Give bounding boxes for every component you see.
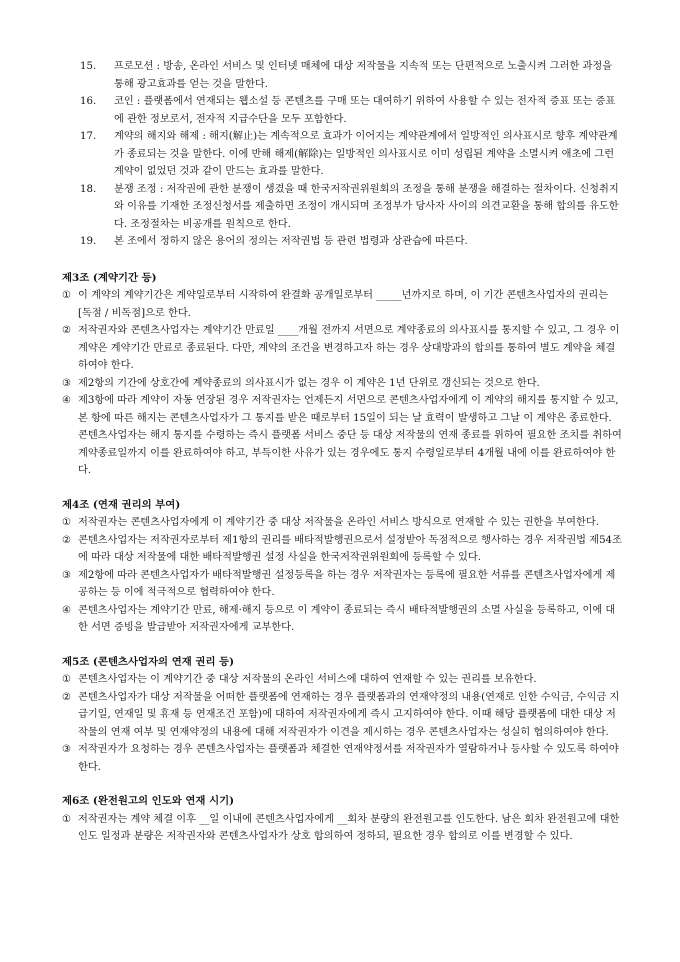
definition-item: 15. 프로모션 : 방송, 온라인 서비스 및 인터넷 매체에 대상 저작물을 지속적 또는 단편적으로 노출시켜 그러한 과정을 통해 광고효과를 얻는 것을 말한다.: [80, 61, 613, 90]
article-clause: ④ 제3항에 따라 계약이 자동 연장된 경우 저작권자는 언제든지 서면으로 콘텐츠사업자에게 이 계약의 해지를 통지할 수 있고, 본 항에 따른 해지는 콘텐츠사업자가 그 통지를 받은 때로부터 15일이 되는 날 효력이 발생하고 그날 이 계약은 종료한다. 콘텐츠사업자는 해지 통지를 수령하는 즉시 플랫폼 서비스 중단 등 대상 저작물의 연재 종료를 위하여 필요한 조치를 취하여 계약종료일까지 이를 완료하여야 하고, 부득이한 사유가 있는 경우에도 통지 수령일로부터 4개월 내에 이를 완료하여야 한다.: [62, 395, 622, 476]
article-heading: 제3조 (계약기간 등): [62, 271, 157, 284]
article-clause: ① 이 계약의 계약기간은 계약일로부터 시작하여 완결화 공개일로부터 _____년까지로 하며, 이 기간 콘텐츠사업자의 권리는 [독점 / 비독점]으로 한다.: [62, 290, 609, 319]
article-6: [62, 793, 622, 846]
article-5: [62, 654, 622, 777]
article-heading: 제6조 (완전원고의 인도와 연재 시기): [62, 795, 235, 807]
contract-page: [62, 58, 622, 846]
article-clause: ③ 저작권자가 요청하는 경우 콘텐츠사업자는 플랫폼과 체결한 연재약정서를 저작권자가 열람하거나 등사할 수 있도록 하여야 한다.: [62, 744, 619, 773]
definition-item: 19. 본 조에서 정하지 않은 용어의 정의는 저작권법 등 관련 법령과 상관습에 따른다.: [80, 236, 468, 247]
article-clause: ③ 제2항에 따라 콘텐츠사업자가 배타적발행권 설정등록을 하는 경우 저작권자는 등록에 필요한 서류를 콘텐츠사업자에게 제공하는 등 이에 적극적으로 협력하여야 한다.: [62, 569, 616, 598]
article-clause: ① 저작권자는 콘텐츠사업자에게 이 계약기간 중 대상 저작물을 온라인 서비스 방식으로 연재할 수 있는 권한을 부여한다.: [62, 517, 599, 528]
article-clause: ② 콘텐츠사업자는 저작권자로부터 제1항의 권리를 배타적발행권으로서 설정받아 독점적으로 행사하는 경우 저작권법 제54조에 따라 대상 저작물에 대한 배타적발행권 설정 사실을 한국저작권위원회에 등록할 수 있다.: [62, 534, 622, 563]
article-heading: 제5조 (콘텐츠사업자의 연재 권리 등): [62, 655, 235, 668]
article-clause: ④ 콘텐츠사업자는 계약기간 만료, 해제·해지 등으로 이 계약이 종료되는 즉시 배타적발행권의 소멸 사실을 등록하고, 이에 대한 서면 증빙을 발급받아 저작권자에게 교부한다.: [62, 604, 616, 633]
article-clause: ① 저작권자는 계약 체결 이후 __일 이내에 콘텐츠사업자에게 __회차 분량의 완전원고를 인도한다. 남은 회차 완전원고에 대한 인도 일정과 분량은 저작권자와 콘텐츠사업자가 상호 합의하여 정하되, 필요한 경우 합의로 이를 변경할 수 있다.: [62, 813, 620, 842]
article-4: [62, 497, 622, 637]
article-clause: ③ 제2항의 기간에 상호간에 계약종료의 의사표시가 없는 경우 이 계약은 1년 단위로 갱신되는 것으로 한다.: [62, 377, 540, 389]
article-clause: ② 저작권자와 콘텐츠사업자는 계약기간 만료일 ____개월 전까지 서면으로 계약종료의 의사표시를 통지할 수 있고, 그 경우 이 계약은 계약기간 만료로 종료된다. 다만, 계약의 조건을 변경하고자 하는 경우 상대방과의 합의를 통하여 별도 계약을 체결하여야 한다.: [62, 325, 620, 371]
article-clause: ② 콘텐츠사업자가 대상 저작물을 어떠한 플랫폼에 연재하는 경우 플랫폼과의 연재약정의 내용(연재로 인한 수익금, 수익금 지급기일, 연재일 및 휴재 등 연재조건 포함)에 대하여 저작권자에게 즉시 고지하여야 한다. 이때 해당 플랫폼에 대한 대상 저작물의 연재 여부 및 연재약정의 내용에 대해 저작권자가 이견을 제시하는 경우 콘텐츠사업자는 성실히 협의하여야 한다.: [62, 691, 620, 738]
definitions-list: [62, 58, 622, 251]
article-3: [62, 270, 622, 480]
definition-item: 17. 계약의 해지와 해제 : 해지(解止)는 계속적으로 효과가 이어지는 계약관계에서 일방적인 의사표시로 향후 계약관계가 종료되는 것을 말한다. 이에 반해 해제(解除)는 일방적인 의사표시로 이미 성립된 계약을 소멸시켜 애초에 그런 계약이 없었던 것과 같이 만드는 효과를 말한다.: [80, 131, 618, 177]
article-clause: ① 콘텐츠사업자는 이 계약기간 중 대상 저작물의 온라인 서비스에 대하여 연재할 수 있는 권리를 보유한다.: [62, 674, 537, 685]
definition-item: 16. 코인 : 플랫폼에서 연재되는 웹소설 등 콘텐츠를 구매 또는 대여하기 위하여 사용할 수 있는 전자적 증표 또는 증표에 관한 정보로서, 전자적 지급수단을 모두 포함한다.: [80, 96, 616, 125]
article-heading: 제4조 (연재 권리의 부여): [62, 498, 181, 511]
definition-item: 18. 분쟁 조정 : 저작권에 관한 분쟁이 생겼을 때 한국저작권위원회의 조정을 통해 분쟁을 해결하는 절차이다. 신청취지와 이유를 기재한 조정신청서를 제출하면 조정이 개시되며 조정부가 당사자 사이의 의견교환을 통해 합의를 유도한다. 조정절차는 비공개를 원칙으로 한다.: [80, 183, 619, 230]
